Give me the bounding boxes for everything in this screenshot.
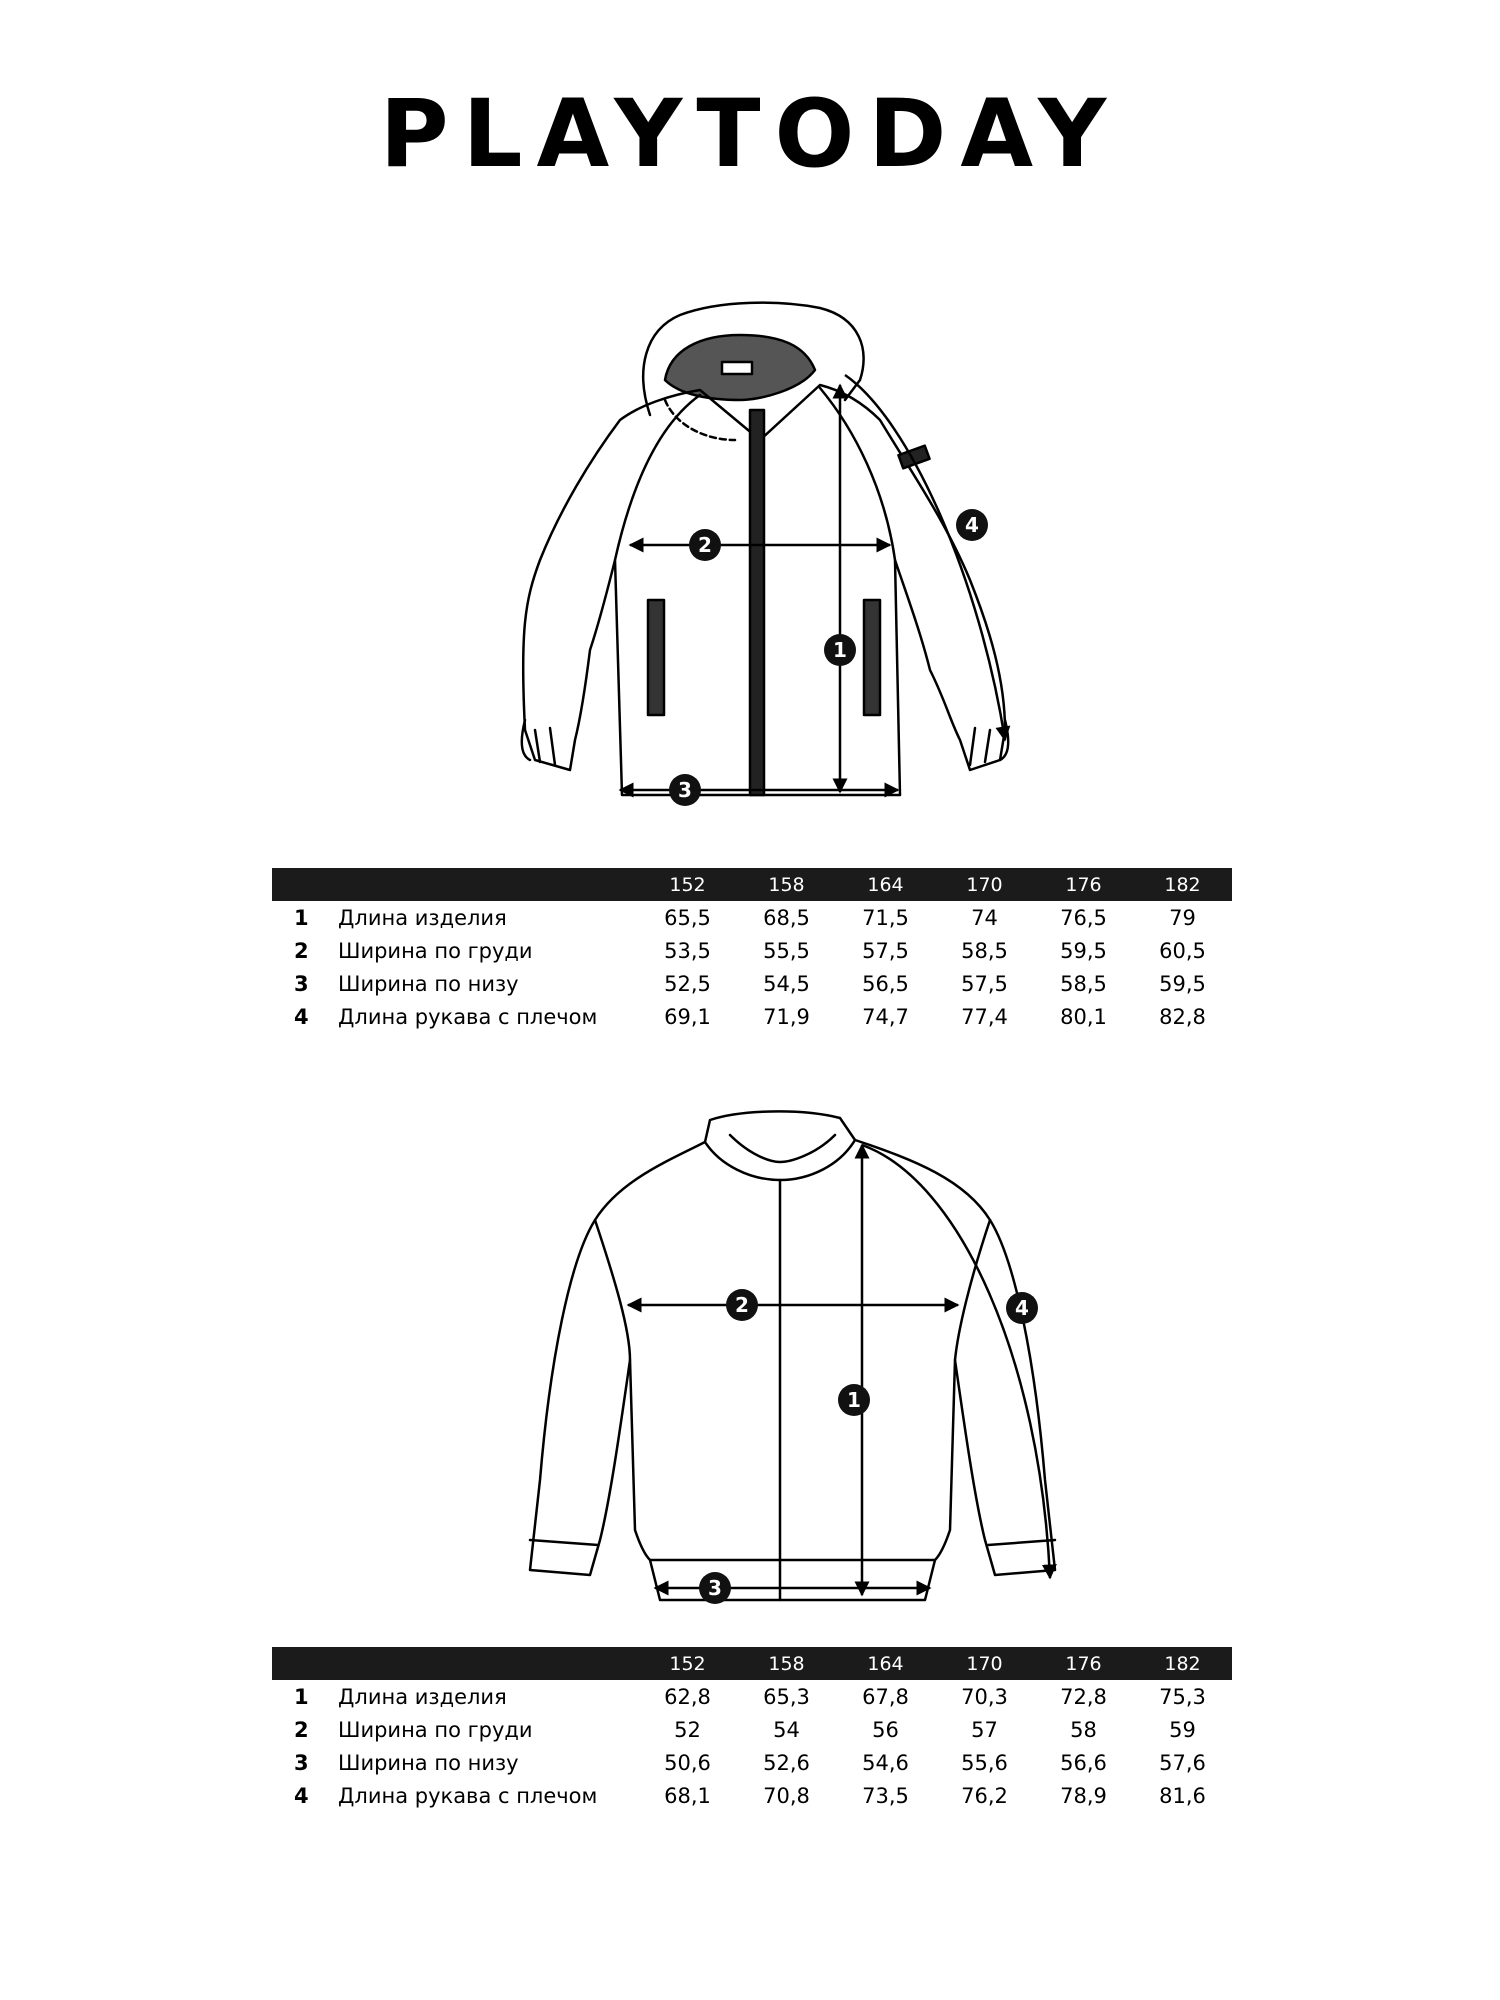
size-header: 152 — [638, 868, 737, 901]
svg-text:2: 2 — [735, 1293, 749, 1317]
table-row — [272, 934, 1232, 967]
row-label: Ширина по низу — [338, 1750, 519, 1775]
right-pocket — [864, 600, 880, 715]
table-cell: 76,5 — [1060, 905, 1107, 930]
table-header-row — [272, 1647, 1232, 1680]
marker-4 — [1006, 1292, 1038, 1324]
row-number: 4 — [294, 1004, 309, 1029]
marker-1 — [824, 634, 856, 666]
table-cell: 57 — [971, 1717, 998, 1742]
left-sleeve-seam — [595, 1220, 630, 1360]
marker-4 — [956, 509, 988, 541]
size-header: 182 — [1133, 1647, 1232, 1680]
marker-1 — [838, 1384, 870, 1416]
table-cell: 55,5 — [763, 938, 810, 963]
table-cell: 57,5 — [961, 971, 1008, 996]
left-pocket — [648, 600, 664, 715]
row-label: Длина рукава с плечом — [338, 1783, 598, 1808]
table-cell: 59 — [1169, 1717, 1196, 1742]
table-cell: 65,3 — [763, 1684, 810, 1709]
row-number: 4 — [294, 1783, 309, 1808]
right-sleeve-seam — [955, 1220, 990, 1360]
table-cell: 60,5 — [1159, 938, 1206, 963]
row-label: Длина изделия — [338, 905, 507, 930]
table-cell: 68,1 — [664, 1783, 711, 1808]
table-cell: 53,5 — [664, 938, 711, 963]
row-number: 2 — [294, 1717, 309, 1742]
table-row — [272, 1779, 1232, 1812]
table-cell: 58,5 — [1060, 971, 1107, 996]
center-zipper — [750, 410, 764, 795]
size-header: 164 — [836, 868, 935, 901]
row-label: Ширина по груди — [338, 1717, 533, 1742]
table-row — [272, 1746, 1232, 1779]
table-row — [272, 967, 1232, 1000]
table-cell: 81,6 — [1159, 1783, 1206, 1808]
table-row — [272, 1713, 1232, 1746]
table-cell: 71,5 — [862, 905, 909, 930]
table-cell: 68,5 — [763, 905, 810, 930]
table-cell: 69,1 — [664, 1004, 711, 1029]
svg-text:1: 1 — [847, 1388, 861, 1412]
size-header: 152 — [638, 1647, 737, 1680]
size-header: 170 — [935, 1647, 1034, 1680]
row-label: Длина изделия — [338, 1684, 507, 1709]
table-cell: 76,2 — [961, 1783, 1008, 1808]
table-cell: 52 — [674, 1717, 701, 1742]
table-row — [272, 901, 1232, 934]
size-header: 176 — [1034, 1647, 1133, 1680]
table-cell: 67,8 — [862, 1684, 909, 1709]
table-cell: 52,6 — [763, 1750, 810, 1775]
marker-3 — [669, 774, 701, 806]
table-cell: 65,5 — [664, 905, 711, 930]
table-cell: 73,5 — [862, 1783, 909, 1808]
table-cell: 58,5 — [961, 938, 1008, 963]
table-cell: 74 — [971, 905, 998, 930]
table-cell: 71,9 — [763, 1004, 810, 1029]
size-table-bomber-jacket — [272, 1647, 1232, 1812]
row-label: Ширина по груди — [338, 938, 533, 963]
table-row — [272, 1680, 1232, 1713]
table-cell: 52,5 — [664, 971, 711, 996]
table-cell: 56 — [872, 1717, 899, 1742]
table-cell: 59,5 — [1159, 971, 1206, 996]
table-header-row — [272, 868, 1232, 901]
table-cell: 78,9 — [1060, 1783, 1107, 1808]
body-outline — [530, 1140, 1055, 1600]
table-cell: 70,8 — [763, 1783, 810, 1808]
table-cell: 79 — [1169, 905, 1196, 930]
brand-logo: PLAYTODAY — [379, 80, 1121, 189]
marker-2 — [726, 1289, 758, 1321]
table-cell: 82,8 — [1159, 1004, 1206, 1029]
size-table-hooded-jacket — [272, 868, 1232, 1033]
table-cell: 56,5 — [862, 971, 909, 996]
svg-text:4: 4 — [1015, 1296, 1029, 1320]
size-header: 176 — [1034, 868, 1133, 901]
table-cell: 70,3 — [961, 1684, 1008, 1709]
table-cell: 75,3 — [1159, 1684, 1206, 1709]
row-number: 3 — [294, 1750, 309, 1775]
svg-text:1: 1 — [833, 638, 847, 662]
table-cell: 54,5 — [763, 971, 810, 996]
size-header: 170 — [935, 868, 1034, 901]
svg-text:4: 4 — [965, 513, 979, 537]
table-cell: 54 — [773, 1717, 800, 1742]
table-cell: 55,6 — [961, 1750, 1008, 1775]
bomber-jacket-illustration — [510, 1100, 1090, 1620]
row-number: 2 — [294, 938, 309, 963]
table-cell: 72,8 — [1060, 1684, 1107, 1709]
marker-2 — [689, 529, 721, 561]
table-cell: 74,7 — [862, 1004, 909, 1029]
table-cell: 57,5 — [862, 938, 909, 963]
marker-3 — [699, 1572, 731, 1604]
svg-text:3: 3 — [708, 1576, 722, 1600]
row-number: 1 — [294, 1684, 309, 1709]
row-label: Длина рукава с плечом — [338, 1004, 598, 1029]
table-cell: 58 — [1070, 1717, 1097, 1742]
svg-text:2: 2 — [698, 533, 712, 557]
table-cell: 80,1 — [1060, 1004, 1107, 1029]
left-raglan — [615, 395, 700, 560]
table-row — [272, 1000, 1232, 1033]
row-number: 3 — [294, 971, 309, 996]
table-cell: 50,6 — [664, 1750, 711, 1775]
hooded-jacket-illustration — [440, 300, 1100, 820]
size-header: 158 — [737, 868, 836, 901]
collar-outline — [705, 1111, 855, 1180]
svg-text:3: 3 — [678, 778, 692, 802]
size-header: 164 — [836, 1647, 935, 1680]
table-cell: 57,6 — [1159, 1750, 1206, 1775]
size-header: 158 — [737, 1647, 836, 1680]
table-cell: 77,4 — [961, 1004, 1008, 1029]
size-header: 182 — [1133, 868, 1232, 901]
table-cell: 62,8 — [664, 1684, 711, 1709]
table-cell: 56,6 — [1060, 1750, 1107, 1775]
table-cell: 54,6 — [862, 1750, 909, 1775]
row-number: 1 — [294, 905, 309, 930]
row-label: Ширина по низу — [338, 971, 519, 996]
table-cell: 59,5 — [1060, 938, 1107, 963]
